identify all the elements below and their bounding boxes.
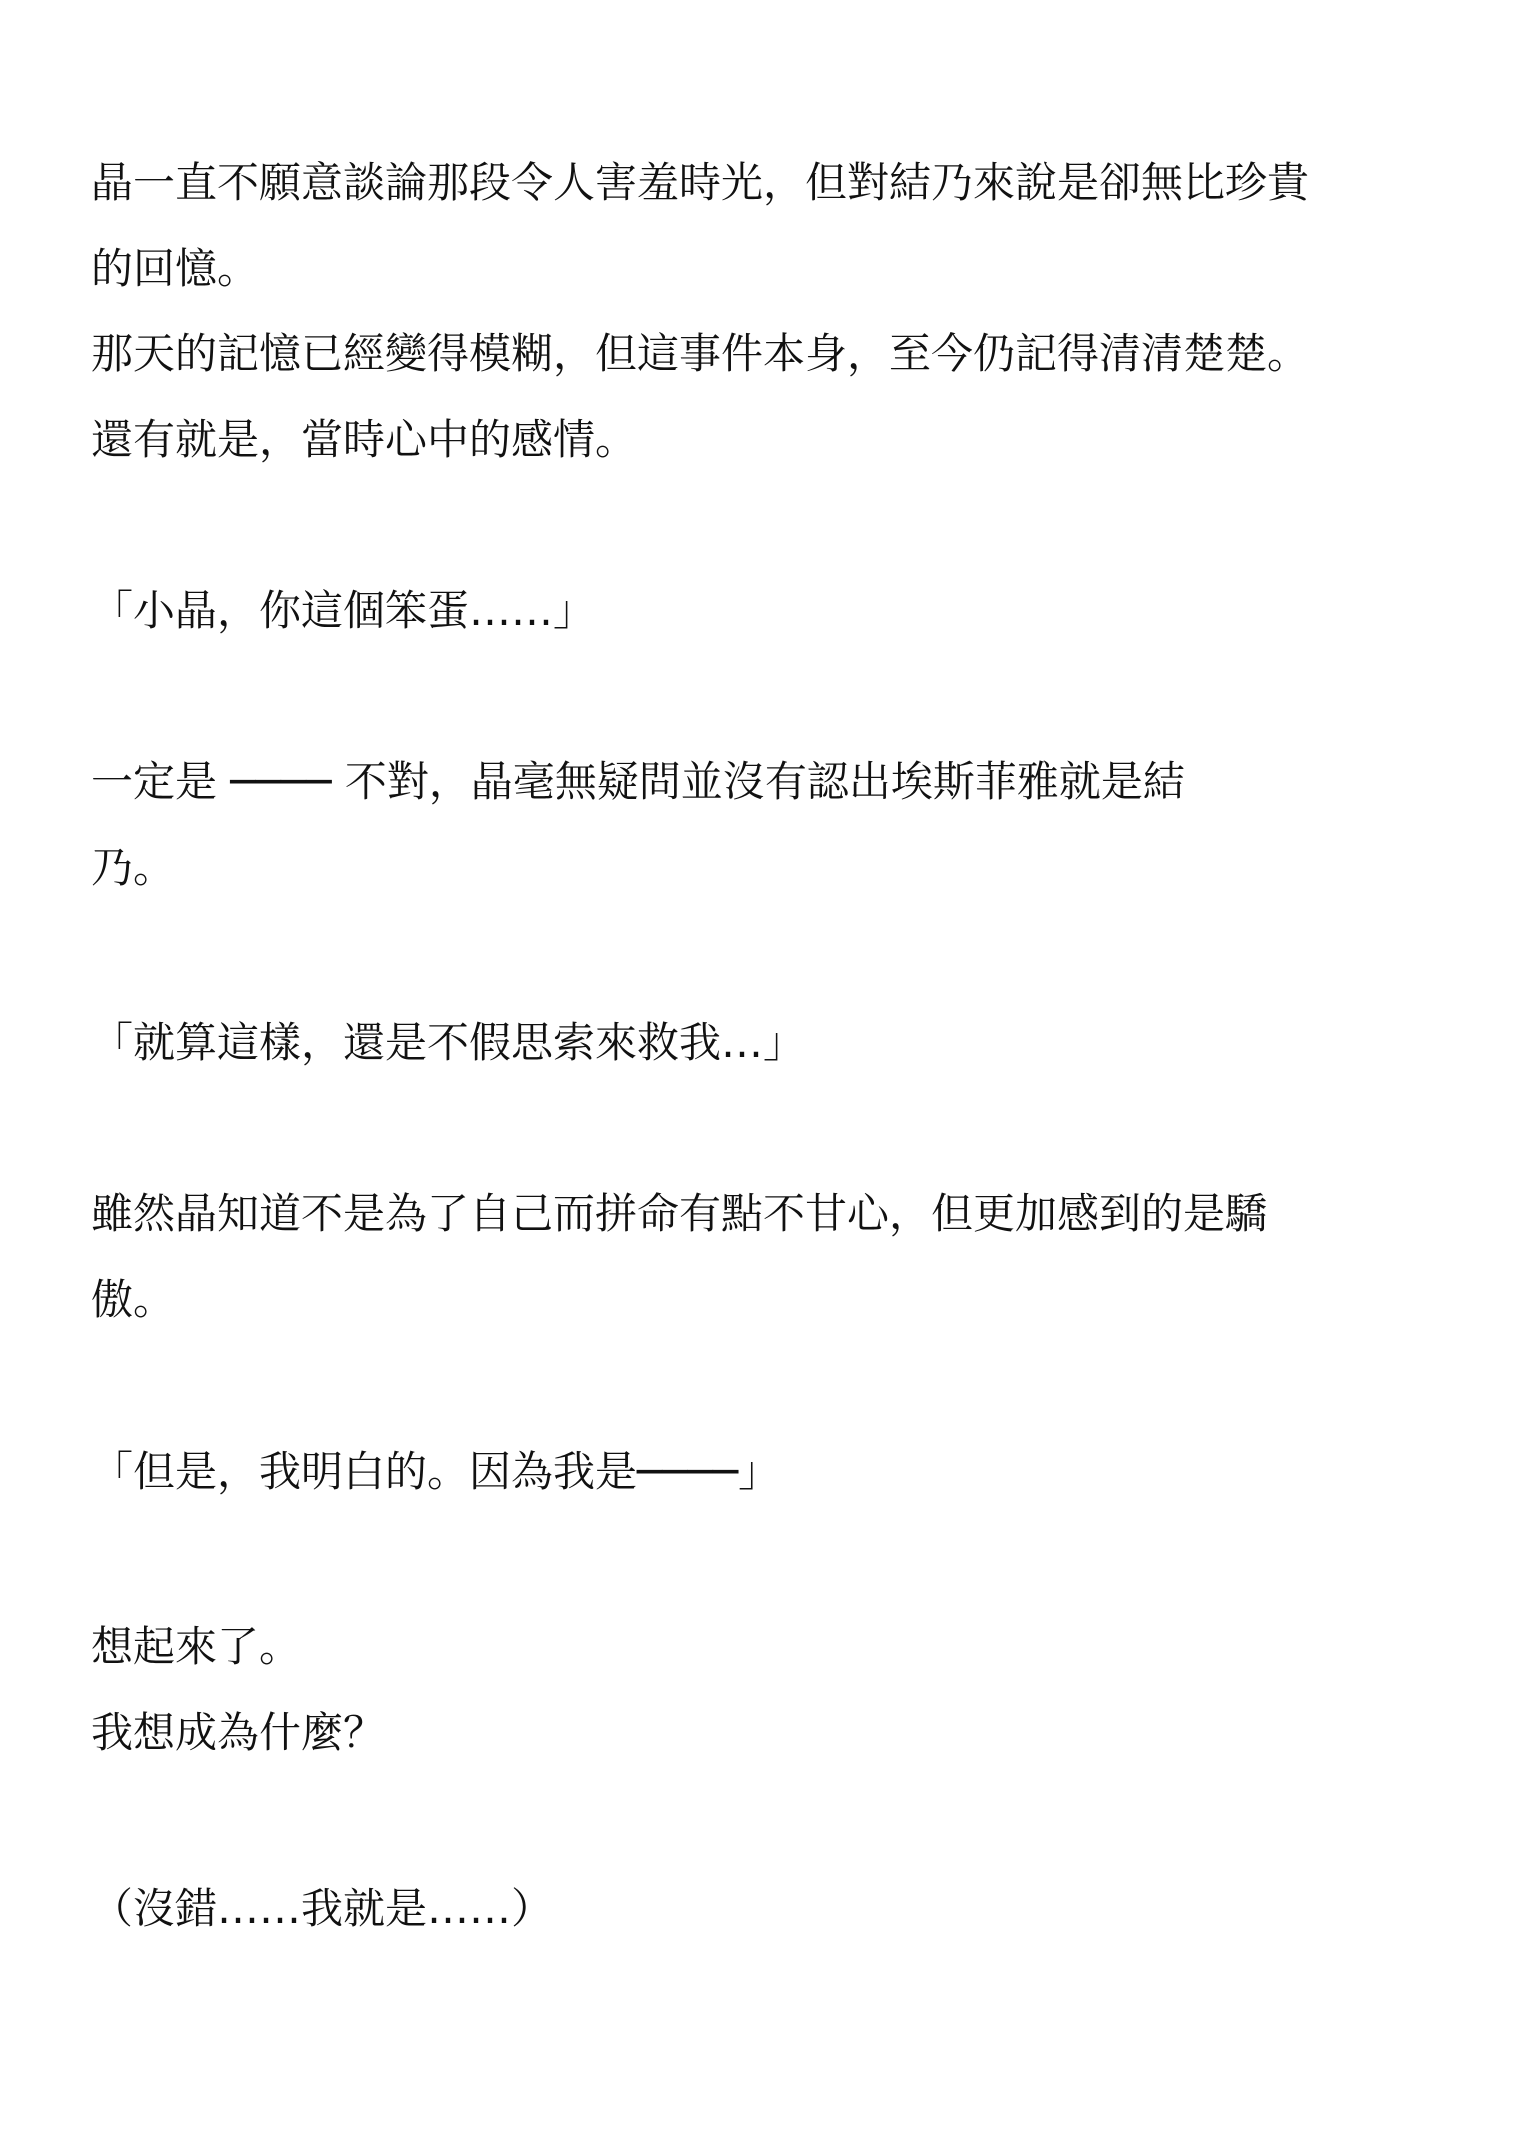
text-line: 那天的記憶已經變得模糊，但這事件本身，至今仍記得清清楚楚。 <box>91 329 1310 378</box>
text-line: 乃。 <box>91 843 176 892</box>
text-line: 「小晶，你這個笨蛋……」 <box>91 586 596 635</box>
text-line: 我想成為什麼？ <box>91 1708 386 1757</box>
text-line: 傲。 <box>91 1275 176 1324</box>
text-line: 「但是，我明白的。因為我是────」 <box>91 1447 781 1496</box>
text-line: 「就算這樣，還是不假思索來救我…」 <box>91 1018 806 1067</box>
text-line: 想起來了。 <box>91 1622 302 1671</box>
text-line: 一定是 ──── 不對，晶毫無疑問並沒有認出埃斯菲雅就是結 <box>91 757 1185 806</box>
text-line: 的回憶。 <box>91 244 260 293</box>
text-line: 晶一直不願意談論那段令人害羞時光，但對結乃來說是卻無比珍貴 <box>91 158 1310 207</box>
text-line: 還有就是，當時心中的感情。 <box>91 415 638 464</box>
text-line: （沒錯……我就是……） <box>91 1884 554 1933</box>
text-line: 雖然晶知道不是為了自己而拼命有點不甘心，但更加感到的是驕 <box>91 1189 1268 1238</box>
